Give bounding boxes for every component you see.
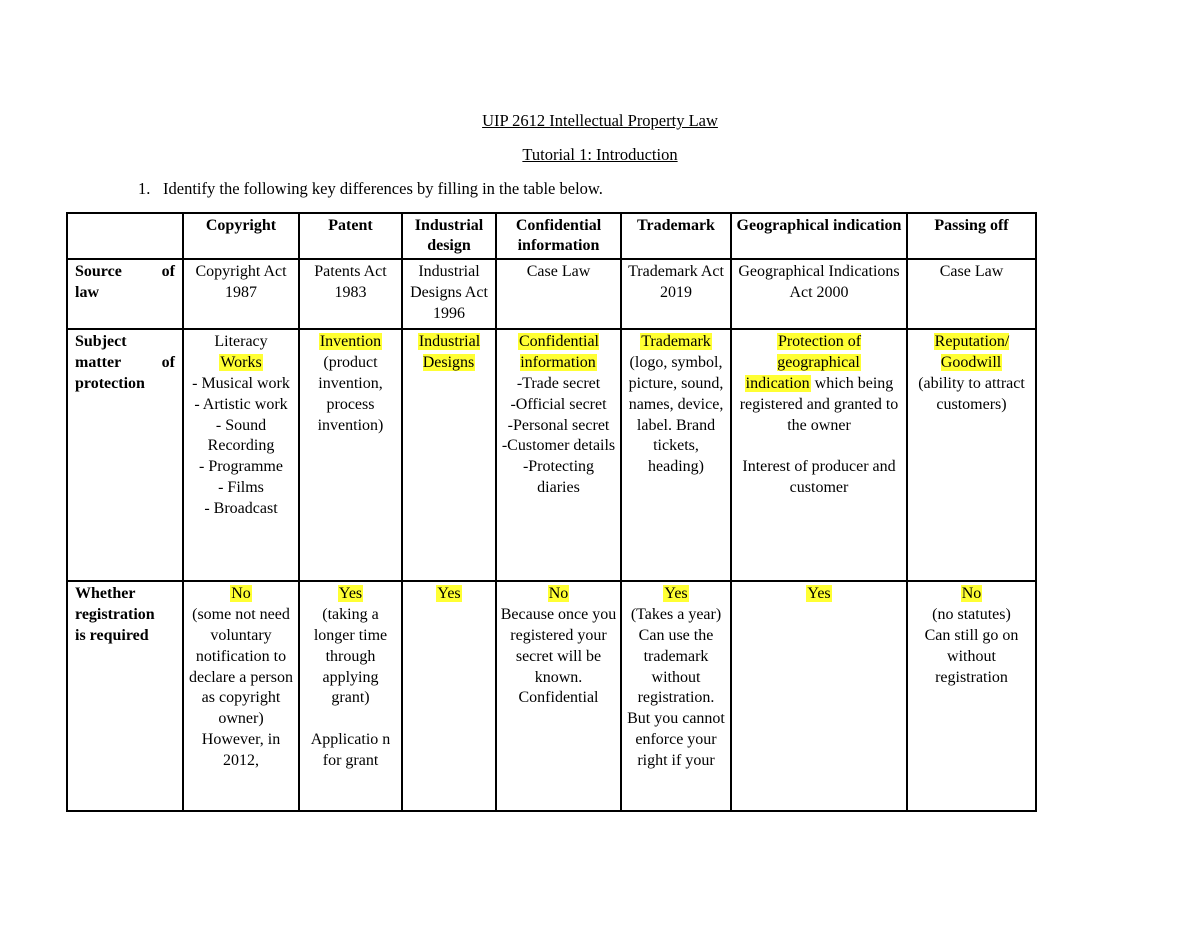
header-geographical-indication: Geographical indication xyxy=(731,213,907,259)
row-label-line: law xyxy=(75,283,99,301)
cell-text: However, in 2012, xyxy=(201,730,281,769)
cell-source-trademark: Trademark Act 2019 xyxy=(621,259,731,329)
header-patent: Patent xyxy=(299,213,402,259)
cell-subject-trademark xyxy=(621,329,731,581)
highlighted-text: Yes xyxy=(338,585,363,603)
highlighted-text: Reputation/ Goodwill xyxy=(934,333,1010,372)
highlighted-text: Works xyxy=(220,354,262,372)
header-confidential-information: Confidential information xyxy=(496,213,621,259)
row-label-line: protection xyxy=(75,374,145,392)
cell-text: Because once you registered your secret will be known. Confidential xyxy=(500,606,617,707)
document-subtitle: Tutorial 1: Introduction xyxy=(522,145,678,164)
cell-text: -Official secret xyxy=(510,395,607,413)
highlighted-text: Confidential information xyxy=(519,333,599,372)
cell-text: Interest of producer and customer xyxy=(742,458,896,496)
cell-text: (Takes a year) xyxy=(630,606,722,624)
table-row xyxy=(67,329,1036,581)
row-label-line: matter of xyxy=(75,354,175,372)
cell-text: -Customer details xyxy=(501,437,616,455)
cell-text: - Artistic work xyxy=(194,395,288,413)
cell-subject-confidential-information xyxy=(496,329,621,581)
row-label-line: Subject xyxy=(75,333,127,351)
cell-source-industrial-design: Industrial Designs Act 1996 xyxy=(402,259,496,329)
cell-text: Applicatio n for grant xyxy=(310,730,391,769)
cell-text: Literacy xyxy=(214,333,268,351)
cell-registration-patent xyxy=(299,581,402,811)
cell-text: (taking a longer time through applying grant) xyxy=(313,606,388,707)
header-copyright: Copyright xyxy=(183,213,299,259)
highlighted-text: Yes xyxy=(807,585,831,603)
row-label-line: registration xyxy=(75,606,155,624)
row-label-line: Source of xyxy=(75,263,175,280)
table-row xyxy=(67,581,1036,811)
cell-text: (no statutes) xyxy=(932,606,1011,624)
cell-text: - Films xyxy=(218,478,264,496)
cell-registration-industrial-design xyxy=(402,581,496,811)
cell-source-geographical-indication: Geographical Indications Act 2000 xyxy=(731,259,907,329)
row-label-source xyxy=(67,259,183,329)
header-blank xyxy=(67,213,183,259)
comparison-table xyxy=(66,212,1037,812)
document-title: UIP 2612 Intellectual Property Law xyxy=(482,111,718,130)
cell-registration-trademark xyxy=(621,581,731,811)
highlighted-text: No xyxy=(961,585,982,603)
highlighted-text: Industrial Designs xyxy=(418,333,481,372)
highlighted-text: Trademark xyxy=(641,333,711,351)
table-row xyxy=(67,259,1036,329)
cell-text: - Broadcast xyxy=(204,499,278,517)
cell-registration-passing-off xyxy=(907,581,1036,811)
cell-text: which being registered and granted to the owner xyxy=(739,374,899,434)
question-text: Identify the following key differences by filling in the table below. xyxy=(163,179,603,198)
cell-text: - Programme xyxy=(199,458,283,476)
header-passing-off: Passing off xyxy=(907,213,1036,259)
header-industrial-design: Industrial design xyxy=(402,213,496,259)
highlighted-text: No xyxy=(548,585,569,603)
highlighted-text: Protection of geographical xyxy=(777,333,862,372)
cell-subject-patent xyxy=(299,329,402,581)
cell-text: (product invention, process invention) xyxy=(317,354,384,434)
cell-text: -Protecting diaries xyxy=(522,458,595,496)
cell-subject-passing-off xyxy=(907,329,1036,581)
cell-source-patent: Patents Act 1983 xyxy=(299,259,402,329)
highlighted-text: Yes xyxy=(664,585,688,603)
row-label-subject xyxy=(67,329,183,581)
question-instruction xyxy=(138,179,603,199)
highlighted-text: Yes xyxy=(437,585,461,603)
header-trademark: Trademark xyxy=(621,213,731,259)
cell-registration-geographical-indication xyxy=(731,581,907,811)
row-label-line: is required xyxy=(75,626,149,644)
highlighted-text: No xyxy=(231,585,251,603)
cell-text: Can still go on without registration xyxy=(924,626,1019,686)
question-number: 1. xyxy=(138,179,151,198)
cell-text: -Trade secret xyxy=(516,374,601,392)
cell-text: - Musical work xyxy=(192,374,290,392)
cell-text: (ability to attract customers) xyxy=(918,374,1025,413)
highlighted-text: Invention xyxy=(319,333,382,351)
highlighted-text: indication xyxy=(745,374,810,392)
cell-text: -Personal secret xyxy=(507,416,610,434)
row-label-line: Whether xyxy=(75,585,136,603)
row-label-registration xyxy=(67,581,183,811)
cell-source-copyright: Copyright Act 1987 xyxy=(183,259,299,329)
cell-subject-geographical-indication xyxy=(731,329,907,581)
header-row xyxy=(67,213,1036,259)
cell-registration-confidential-information xyxy=(496,581,621,811)
cell-text: Can use the trademark without registration. But you cannot enforce your right if your xyxy=(627,626,725,769)
cell-source-passing-off: Case Law xyxy=(907,259,1036,329)
cell-source-confidential-information: Case Law xyxy=(496,259,621,329)
cell-subject-copyright xyxy=(183,329,299,581)
cell-subject-industrial-design xyxy=(402,329,496,581)
cell-registration-copyright xyxy=(183,581,299,811)
cell-text: - Sound Recording xyxy=(207,416,275,455)
cell-text: (logo, symbol, picture, sound, names, device, label. Brand tickets, heading) xyxy=(628,354,724,476)
cell-text: (some not need voluntary notification to declare a person as copyright owner) xyxy=(189,606,293,728)
